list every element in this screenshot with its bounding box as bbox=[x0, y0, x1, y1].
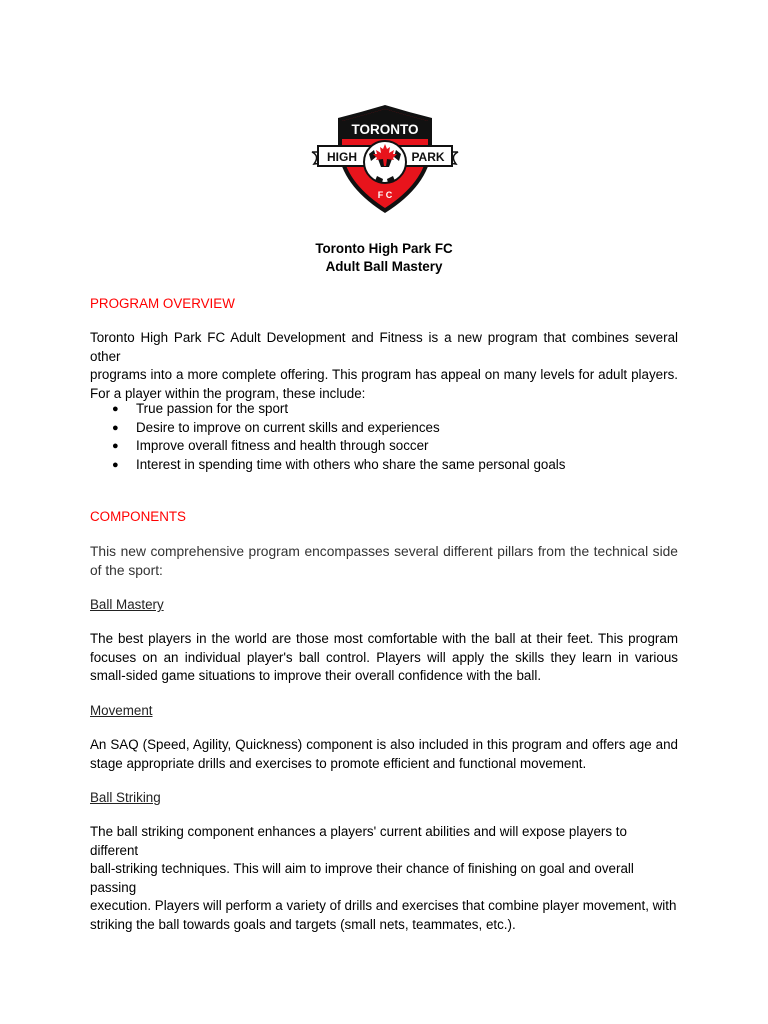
list-item: ● Desire to improve on current skills and experiences bbox=[110, 419, 565, 438]
movement-paragraph bbox=[90, 736, 678, 773]
ball-mastery-paragraph bbox=[90, 630, 678, 686]
overview-line: programs into a more complete offering. This program has appeal on many levels for adult players. bbox=[90, 367, 678, 382]
components-heading: COMPONENTS bbox=[90, 509, 186, 524]
overview-bullet-list bbox=[110, 400, 565, 474]
list-item: ● Interest in spending time with others who share the same personal goals bbox=[110, 456, 565, 475]
paragraph-line: small-sided game situations to improve their overall confidence with the ball. bbox=[90, 668, 542, 683]
document-title: Toronto High Park FC bbox=[315, 241, 453, 256]
components-intro-line: This new comprehensive program encompasses several different pillars from the technical side bbox=[90, 544, 678, 559]
bullet-icon: ● bbox=[112, 440, 119, 452]
club-crest-logo bbox=[310, 104, 460, 216]
overview-paragraph bbox=[90, 329, 678, 403]
bullet-icon: ● bbox=[112, 403, 119, 415]
components-intro bbox=[90, 542, 678, 580]
paragraph-line: ball-striking techniques. This will aim to improve their chance of finishing on goal and overall passing bbox=[90, 861, 634, 895]
logo-right-text: PARK bbox=[411, 150, 445, 164]
paragraph-line: The ball striking component enhances a players' current abilities and will expose players to different bbox=[90, 824, 627, 858]
logo-left-text: HIGH bbox=[327, 150, 357, 164]
program-overview-heading: PROGRAM OVERVIEW bbox=[90, 296, 235, 311]
overview-line: Toronto High Park FC Adult Development and Fitness is a new program that combines several other bbox=[90, 330, 678, 364]
list-item: ● Improve overall fitness and health through soccer bbox=[110, 437, 565, 456]
bullet-icon: ● bbox=[112, 421, 119, 434]
logo-top-text: TORONTO bbox=[351, 122, 419, 137]
bullet-icon: ● bbox=[112, 458, 119, 471]
movement-heading: Movement bbox=[90, 703, 153, 718]
overview-line: For a player within the program, these include: bbox=[90, 385, 366, 401]
document-subtitle: Adult Ball Mastery bbox=[325, 259, 443, 274]
components-intro-line: of the sport: bbox=[90, 563, 163, 578]
logo-bottom-text: F C bbox=[377, 190, 393, 200]
paragraph-line: The best players in the world are those most comfortable with the ball at their feet. This program bbox=[90, 631, 678, 646]
ball-striking-paragraph bbox=[90, 823, 678, 934]
paragraph-line: striking the ball towards goals and targets (small nets, teammates, etc.). bbox=[90, 916, 516, 932]
ball-striking-heading: Ball Striking bbox=[90, 790, 161, 805]
paragraph-line: An SAQ (Speed, Agility, Quickness) component is also included in this program and offers age and bbox=[90, 737, 678, 752]
paragraph-line: focuses on an individual player's ball control. Players will apply the skills they learn in various bbox=[90, 649, 678, 665]
ball-mastery-heading: Ball Mastery bbox=[90, 597, 164, 612]
list-item: ● True passion for the sport bbox=[110, 400, 565, 419]
paragraph-line: stage appropriate drills and exercises to promote efficient and functional movement. bbox=[90, 755, 587, 771]
paragraph-line: execution. Players will perform a variety of drills and exercises that combine player movement, with bbox=[90, 898, 677, 913]
